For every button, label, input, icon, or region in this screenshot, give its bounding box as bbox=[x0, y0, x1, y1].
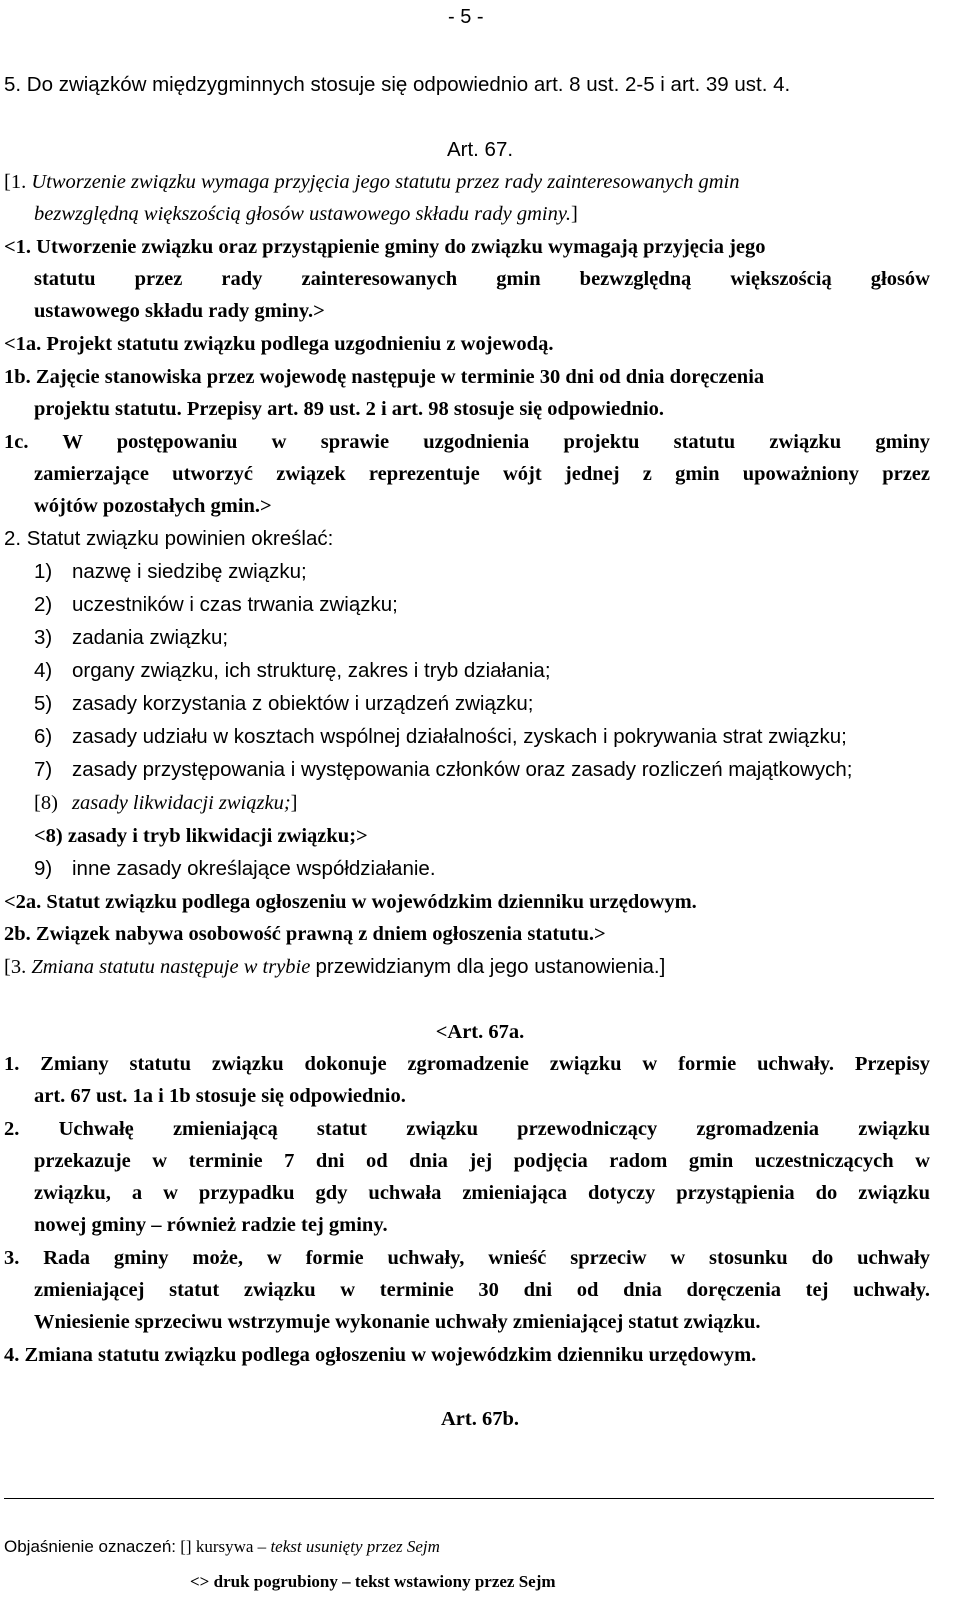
paragraph-1c-line3: wójtów pozostałych gmin.> bbox=[34, 495, 272, 517]
list-item bbox=[34, 625, 228, 651]
close-bracket: ] bbox=[290, 792, 298, 814]
legend-brackets-desc: tekst usunięty przez Sejm bbox=[270, 1537, 440, 1556]
article-67-heading: Art. 67. bbox=[446, 138, 514, 161]
list-item-text: zasady przystępowania i występowania członków oraz zasady rozliczeń majątkowych; bbox=[72, 758, 853, 781]
footer-divider bbox=[4, 1498, 934, 1499]
open-bracket: [3. bbox=[4, 956, 27, 978]
page-number: - 5 - bbox=[448, 6, 484, 28]
paragraph-1a: <1a. Projekt statutu związku podlega uzgodnieniu z wojewodą. bbox=[4, 333, 554, 355]
list-item bbox=[34, 691, 533, 717]
inserted-paragraph-1-line1: <1. Utworzenie związku oraz przystąpienie gminy do związku wymagają przyjęcia jego bbox=[4, 236, 766, 258]
list-item bbox=[34, 559, 307, 585]
inserted-list-item-8: <8) zasady i tryb likwidacji związku;> bbox=[34, 825, 368, 847]
deleted-text: Zmiana statutu następuje w trybie bbox=[31, 956, 311, 978]
list-item bbox=[34, 724, 847, 750]
deleted-text: zasady likwidacji związku; bbox=[72, 792, 291, 814]
deleted-text: bezwzględną większością głosów ustawowego składu rady gminy. bbox=[34, 203, 571, 225]
art67a-paragraph-3-line1: 3. Rada gminy może, w formie uchwały, wnieść sprzeciw w stosunku do uchwały bbox=[4, 1247, 930, 1269]
list-item bbox=[34, 856, 436, 882]
paragraph-1c-line1: 1c. W postępowaniu w sprawie uzgodnienia projektu statutu związku gminy bbox=[4, 431, 930, 453]
inserted-paragraph-1-line2: statutu przez rady zainteresowanych gmin bezwzględną większością głosów bbox=[34, 268, 930, 290]
list-item-text: nazwę i siedzibę związku; bbox=[72, 560, 307, 583]
legend-line-2: <> druk pogrubiony – tekst wstawiony przez Sejm bbox=[190, 1572, 556, 1591]
inserted-paragraph-1-line3: ustawowego składu rady gminy.> bbox=[34, 300, 325, 322]
art67a-paragraph-2-line4: nowej gminy – również radzie tej gminy. bbox=[34, 1214, 388, 1236]
list-item-number: 9) bbox=[34, 857, 53, 880]
list-item-number: 7) bbox=[34, 758, 53, 781]
article-67a-heading: <Art. 67a. bbox=[435, 1021, 525, 1043]
list-item bbox=[34, 592, 398, 618]
open-bracket: [1. bbox=[4, 171, 27, 193]
paragraph-2b: 2b. Związek nabywa osobowość prawną z dniem ogłoszenia statutu.> bbox=[4, 923, 606, 945]
list-item-number: [8) bbox=[34, 792, 58, 814]
list-item bbox=[34, 757, 853, 783]
art67a-paragraph-3-line3: Wniesienie sprzeciwu wstrzymuje wykonanie uchwały zmieniającej statut związku. bbox=[34, 1311, 761, 1333]
deleted-text: Utworzenie związku wymaga przyjęcia jego statutu przez rady zainteresowanych gmin bbox=[31, 171, 740, 193]
legend-brackets: [] kursywa – bbox=[180, 1537, 267, 1556]
article-67b-heading: Art. 67b. bbox=[440, 1408, 519, 1430]
list-item-number: 5) bbox=[34, 692, 53, 715]
deleted-paragraph-1-line1 bbox=[4, 169, 739, 195]
list-item-text: uczestników i czas trwania związku; bbox=[72, 593, 398, 616]
paragraph-3-tail: przewidzianym dla jego ustanowienia.] bbox=[315, 955, 666, 978]
list-item-text: zasady korzystania z obiektów i urządzeń związku; bbox=[72, 692, 534, 715]
paragraph-2-intro: 2. Statut związku powinien określać: bbox=[4, 527, 334, 550]
art67a-paragraph-2-line1: 2. Uchwałę zmieniającą statut związku przewodniczący zgromadzenia związku bbox=[4, 1118, 930, 1140]
list-item-number: 2) bbox=[34, 593, 53, 616]
legend-label: Objaśnienie oznaczeń: bbox=[4, 1537, 177, 1556]
deleted-paragraph-3 bbox=[4, 954, 665, 980]
close-bracket: ] bbox=[570, 203, 578, 225]
paragraph-1c-line2: zamierzające utworzyć związek reprezentuje wójt jednej z gmin upoważniony przez bbox=[34, 463, 930, 485]
paragraph-1b-line1: 1b. Zajęcie stanowiska przez wojewodę następuje w terminie 30 dni od dnia doręczenia bbox=[4, 366, 765, 388]
art67a-paragraph-1-line2: art. 67 ust. 1a i 1b stosuje się odpowiednio. bbox=[34, 1085, 406, 1107]
deleted-list-item-8 bbox=[34, 790, 297, 816]
deleted-paragraph-1-line2 bbox=[34, 201, 578, 227]
art67a-paragraph-1-line1: 1. Zmiany statutu związku dokonuje zgromadzenie związku w formie uchwały. Przepisy bbox=[4, 1053, 930, 1075]
list-item-text: zasady udziału w kosztach wspólnej działalności, zyskach i pokrywania strat związku; bbox=[72, 725, 847, 748]
art67a-paragraph-4: 4. Zmiana statutu związku podlega ogłoszeniu w wojewódzkim dzienniku urzędowym. bbox=[4, 1344, 757, 1366]
paragraph-2a: <2a. Statut związku podlega ogłoszeniu w wojewódzkim dzienniku urzędowym. bbox=[4, 891, 697, 913]
list-item bbox=[34, 658, 551, 684]
list-item-text: inne zasady określające współdziałanie. bbox=[72, 857, 436, 880]
art67a-paragraph-2-line2: przekazuje w terminie 7 dni od dnia jej podjęcia radom gmin uczestniczących w bbox=[34, 1150, 930, 1172]
list-item-number: 1) bbox=[34, 560, 53, 583]
paragraph-1b-line2: projektu statutu. Przepisy art. 89 ust. 2 i art. 98 stosuje się odpowiednio. bbox=[34, 398, 664, 420]
list-item-text: zadania związku; bbox=[72, 626, 229, 649]
art67a-paragraph-2-line3: związku, a w przypadku gdy uchwała zmieniająca dotyczy przystąpienia do związku bbox=[34, 1182, 930, 1204]
legend-line-1 bbox=[4, 1536, 440, 1558]
list-item-text: organy związku, ich strukturę, zakres i tryb działania; bbox=[72, 659, 551, 682]
list-item-number: 4) bbox=[34, 659, 53, 682]
list-item-number: 3) bbox=[34, 626, 53, 649]
art67a-paragraph-3-line2: zmieniającej statut związku w terminie 30 dni od dnia doręczenia tej uchwały. bbox=[34, 1279, 930, 1301]
paragraph-5: 5. Do związków międzygminnych stosuje się odpowiednio art. 8 ust. 2-5 i art. 39 ust. 4. bbox=[4, 73, 791, 96]
list-item-number: 6) bbox=[34, 725, 53, 748]
